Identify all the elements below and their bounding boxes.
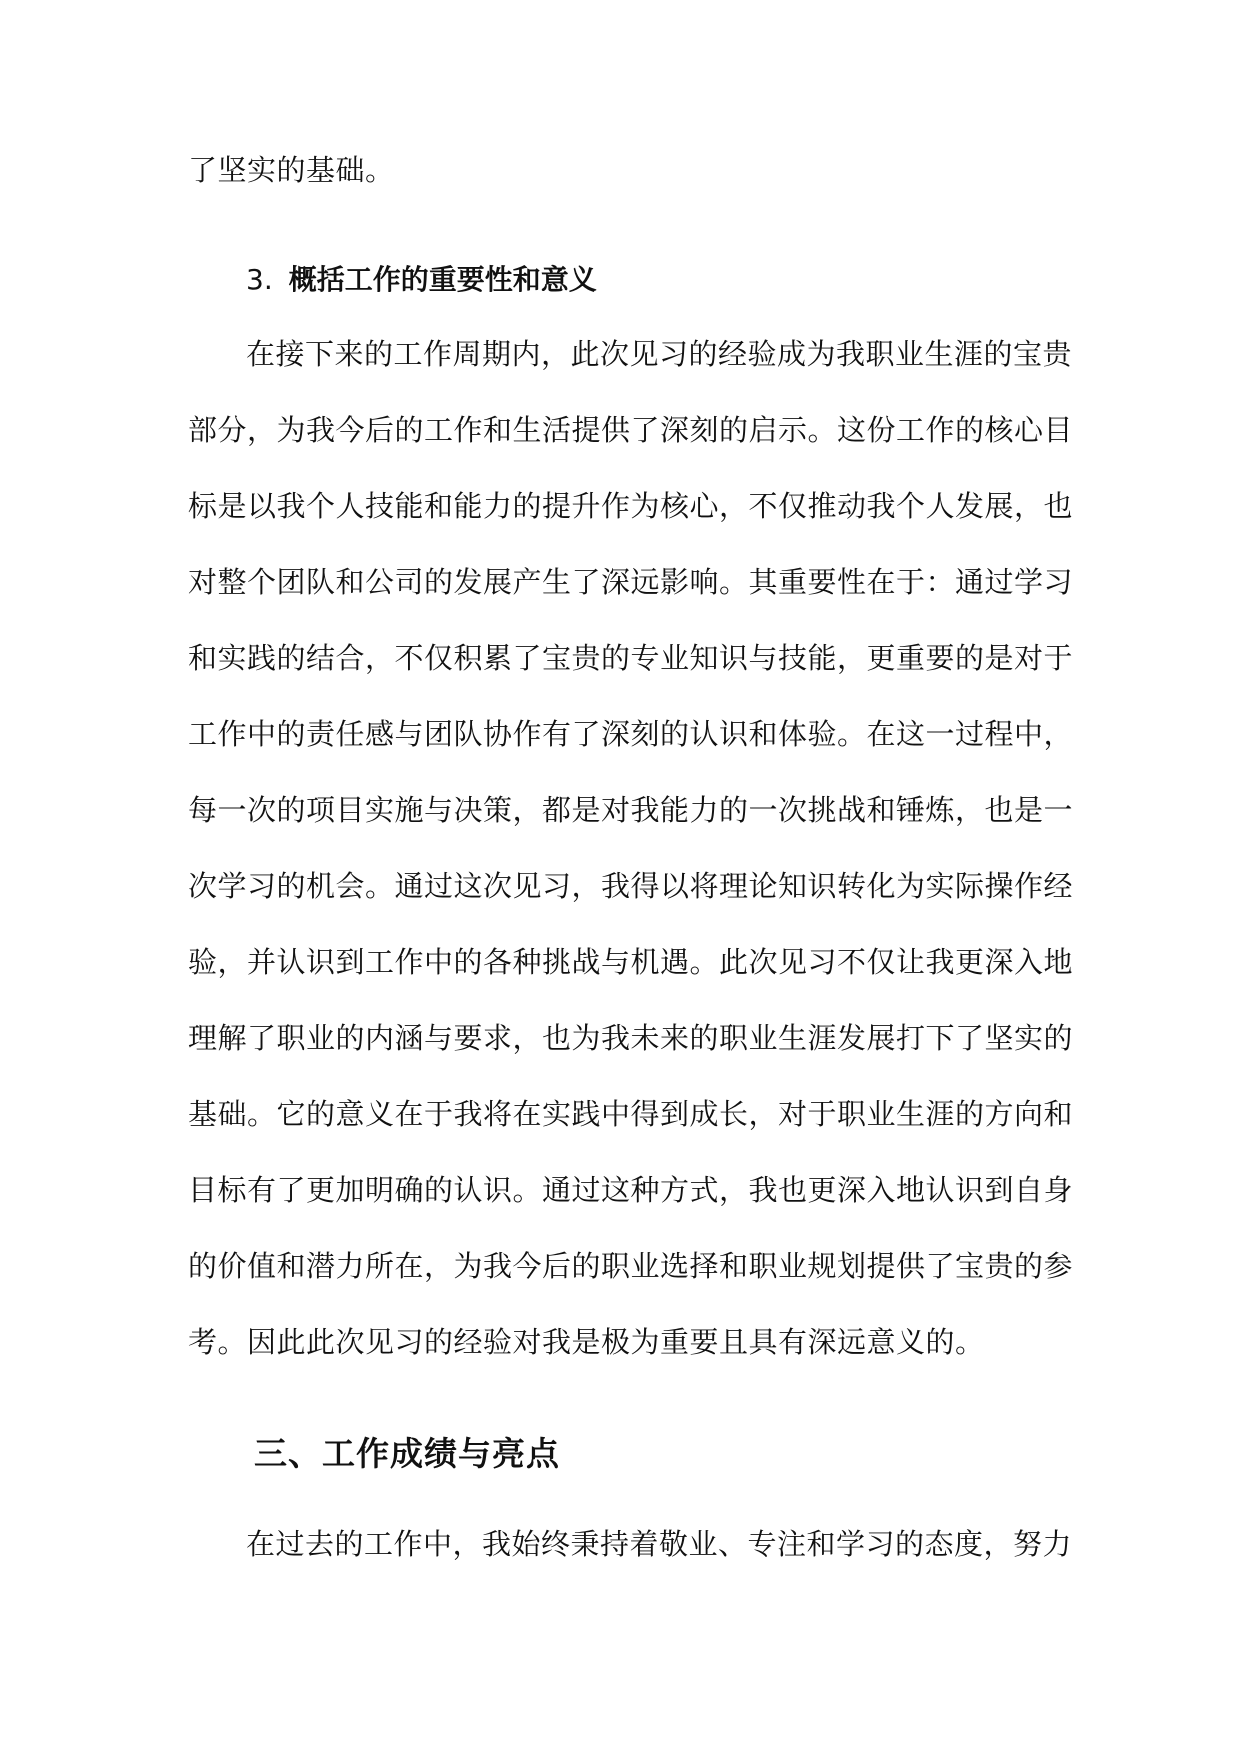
paragraph-line: 验，并认识到工作中的各种挑战与机遇。此次见习不仅让我更深入地: [188, 945, 1074, 979]
paragraph-line: 在过去的工作中，我始终秉持着敬业、专注和学习的态度，努力: [246, 1527, 1073, 1561]
paragraph-line: 工作中的责任感与团队协作有了深刻的认识和体验。在这一过程中，: [188, 717, 1074, 751]
paragraph-line: 标是以我个人技能和能力的提升作为核心，不仅推动我个人发展，也: [188, 489, 1074, 523]
paragraph-line: 每一次的项目实施与决策，都是对我能力的一次挑战和锤炼，也是一: [188, 793, 1074, 827]
section-3-heading: [246, 260, 597, 300]
paragraph-line: 的价值和潜力所在，为我今后的职业选择和职业规划提供了宝贵的参: [188, 1249, 1074, 1283]
paragraph-line: 在接下来的工作周期内，此次见习的经验成为我职业生涯的宝贵: [246, 337, 1073, 371]
section-three-heading: 三、工作成绩与亮点: [254, 1434, 560, 1473]
paragraph-line: 次学习的机会。通过这次见习，我得以将理论知识转化为实际操作经: [188, 869, 1074, 903]
paragraph-line: 目标有了更加明确的认识。通过这种方式，我也更深入地认识到自身: [188, 1173, 1074, 1207]
section-3-title: 概括工作的重要性和意义: [288, 263, 597, 296]
paragraph-line: 部分，为我今后的工作和生活提供了深刻的启示。这份工作的核心目: [188, 413, 1074, 447]
continuation-text: 了坚实的基础。: [188, 153, 395, 187]
paragraph-line: 对整个团队和公司的发展产生了深远影响。其重要性在于：通过学习: [188, 565, 1074, 599]
paragraph-line: 理解了职业的内涵与要求，也为我未来的职业生涯发展打下了坚实的: [188, 1021, 1074, 1055]
paragraph-line: 和实践的结合，不仅积累了宝贵的专业知识与技能，更重要的是对于: [188, 641, 1074, 675]
section-3-number: 3.: [246, 263, 273, 296]
paragraph-line: 基础。它的意义在于我将在实践中得到成长，对于职业生涯的方向和: [188, 1097, 1074, 1131]
paragraph-line: 考。因此此次见习的经验对我是极为重要且具有深远意义的。: [188, 1325, 985, 1359]
